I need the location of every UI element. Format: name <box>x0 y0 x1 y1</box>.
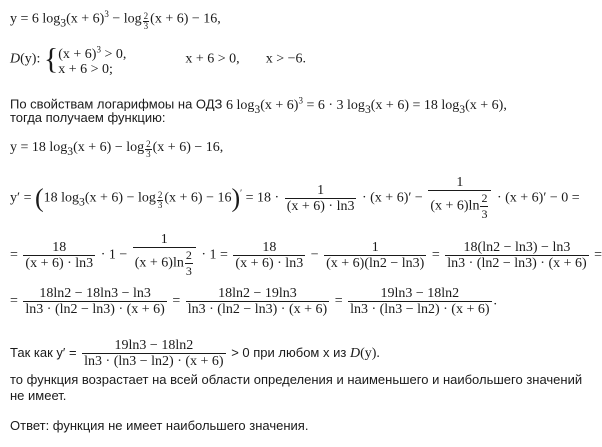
d2-f4-den: (x + 6)(ln2 − ln3) <box>326 256 425 271</box>
log-base: 3 <box>60 16 67 30</box>
d2-f2-den <box>133 248 196 279</box>
domain-result-2: x > −6. <box>265 51 306 67</box>
d2-f3-num: 18 <box>233 240 305 256</box>
func-tail: (x + 6) − 16, <box>150 11 221 27</box>
d1-f2-num: 1 <box>428 175 491 191</box>
d2-fraction-5 <box>445 240 588 271</box>
prop-arg: (x + 6) <box>260 97 299 113</box>
d2-fraction-1 <box>23 240 95 271</box>
close-paren: ) <box>231 183 241 213</box>
d1-f1-den: (x + 6) · ln3 <box>286 199 355 214</box>
d3-eq: = <box>10 293 18 309</box>
property-text: По свойствам логарифмоы на ОДЗ <box>10 96 223 112</box>
d1-fb-den: 3 <box>157 199 163 210</box>
prop-pow: 3 <box>298 95 303 105</box>
d2-f3-den: (x + 6) · ln3 <box>235 256 304 271</box>
func-start: y = 6 log <box>10 11 61 27</box>
fraction-num: 2 <box>143 10 149 21</box>
d3-end: . <box>493 293 498 309</box>
d1-prime: ′ <box>240 188 243 199</box>
d1-f2-den-text: (x + 6)ln <box>430 198 480 214</box>
d2-f5-num: 18(ln2 − ln3) − ln3 <box>445 240 588 256</box>
domain-label: D <box>10 51 21 67</box>
d2-f1-den: (x + 6) · ln3 <box>25 256 94 271</box>
simplified-function <box>10 140 223 160</box>
y-small-fraction <box>145 140 152 159</box>
d2-eq: = <box>10 247 18 263</box>
d1-f2-den-frac: $\frac{2}{3}$ <box>481 191 488 221</box>
since-f-num: 19ln3 − 18ln2 <box>82 338 225 354</box>
y-fb-num: 2 <box>146 139 151 149</box>
d2-eq2: = <box>431 247 440 263</box>
d1-inner-c: (x + 6) − 16 <box>164 190 232 206</box>
fraction-den: 3 <box>143 20 149 31</box>
since-fraction <box>82 338 225 369</box>
d2-f2-den-frac: $\frac{2}{3}$ <box>185 248 192 278</box>
derivative-line-1 <box>10 175 580 222</box>
y-fb-den: 3 <box>146 149 151 159</box>
d3-fraction-3 <box>348 286 491 317</box>
d1-small-fraction <box>157 191 164 210</box>
open-paren: ( <box>34 183 44 213</box>
d2-f2-num: 1 <box>133 232 196 248</box>
d3-eq2: = <box>172 293 181 309</box>
d3-f1-num: 18ln2 − 18ln3 − ln3 <box>23 286 166 302</box>
prop-a: 6 log <box>226 97 255 113</box>
minus-log: − log <box>108 11 142 27</box>
d2-fraction-4 <box>324 240 426 271</box>
d2-f5-den: ln3 · (ln2 − ln3) · (x + 6) <box>447 256 587 271</box>
prop-b: = 6 · 3 log <box>302 97 365 113</box>
since-line <box>10 338 380 369</box>
d2-f2-den-text: (x + 6)ln <box>134 255 184 271</box>
d3-f1-den: ln3 · (ln2 − ln3) · (x + 6) <box>25 302 165 317</box>
d2-minus: − <box>310 247 319 263</box>
cond1-tail: > 0, <box>100 46 127 62</box>
prop-c: (x + 6) = 18 log <box>370 97 460 113</box>
since-a: Так как y′ = <box>10 344 77 360</box>
domain-result-1: x + 6 > 0, <box>185 51 240 67</box>
d1-fraction-1 <box>285 183 357 214</box>
d2-f1-num: 18 <box>23 240 95 256</box>
d2-mid2: · 1 = <box>201 247 228 263</box>
property-expr: 6 $\log_3(x + 6)^3 = 6 \cdot 3$ $\log_3(x + 6) = 18$ $\log_3(x + 6)$, <box>226 95 507 116</box>
cond1-pow: 3 <box>96 44 101 54</box>
condition-1 <box>58 44 127 62</box>
d1-f2-den <box>428 191 491 222</box>
d1-tail: · (x + 6)′ − 0 = <box>496 190 580 206</box>
d3-fraction-2 <box>186 286 329 317</box>
d3-fraction-1 <box>23 286 166 317</box>
derivative-line-2 <box>10 232 602 279</box>
y-start: y = 18 log <box>10 140 68 155</box>
derivative-line-3 <box>10 286 497 317</box>
conclusion-line-2: не имеет. <box>10 388 67 403</box>
d2-mid1: · 1 − <box>100 247 128 263</box>
original-function <box>10 6 221 31</box>
d1-fb-num: 2 <box>157 189 163 200</box>
since-b: > 0 при любом x из <box>231 344 347 360</box>
d1-fraction-2 <box>428 175 491 222</box>
cond1-expr: (x + 6) <box>58 46 97 62</box>
since-f-den: ln3 · (ln3 − ln2) · (x + 6) <box>84 354 224 369</box>
d1-base: 3 <box>79 195 85 209</box>
since-domain-letter: D <box>349 345 361 361</box>
d3-eq3: = <box>334 293 343 309</box>
d2-end: = <box>594 247 602 263</box>
d3-f2-den: ln3 · (ln2 − ln3) · (x + 6) <box>187 302 328 317</box>
d2-f4-num: 1 <box>324 240 426 256</box>
d1-inner-b: (x + 6) − log <box>84 190 156 206</box>
d3-f3-den: ln3 · (ln3 − ln2) · (x + 6) <box>350 302 490 317</box>
d1-f1-num: 1 <box>285 183 357 199</box>
prop-base: 3 <box>254 102 261 116</box>
d3-f3-num: 19ln3 − 18ln2 <box>348 286 491 302</box>
d1-inner-a: 18 log <box>43 190 80 206</box>
d1-mid: · (x + 6)′ − <box>361 190 423 206</box>
d2-fraction-3 <box>233 240 305 271</box>
d3-f2-num: 18ln2 − 19ln3 <box>186 286 329 302</box>
prop-d: (x + 6), <box>465 97 507 113</box>
answer-line: Ответ: функция не имеет наибольшего значения. <box>10 418 309 433</box>
then-text: тогда получаем функцию: <box>10 110 166 125</box>
y-tail: (x + 6) − 16, <box>152 140 224 155</box>
small-fraction-base <box>143 12 150 31</box>
log-arg: (x + 6) <box>66 11 105 27</box>
condition-2: x + 6 > 0; <box>58 61 113 77</box>
domain-block <box>10 42 306 77</box>
power: 3 <box>104 9 109 19</box>
d1-eq: = 18 · <box>245 190 280 206</box>
system-brace: { <box>43 42 59 76</box>
domain-label-tail: (y): <box>20 51 41 67</box>
y-base: 3 <box>67 144 74 158</box>
system <box>58 42 126 77</box>
d2-fraction-2 <box>133 232 196 279</box>
since-d: (y). <box>360 345 380 361</box>
y-arg: (x + 6) − log <box>73 140 145 155</box>
d1-lhs: y′ = <box>10 190 32 206</box>
conclusion-line-1: то функция возрастает на всей области определения и наименьшего и наибольшего значений <box>10 372 583 387</box>
